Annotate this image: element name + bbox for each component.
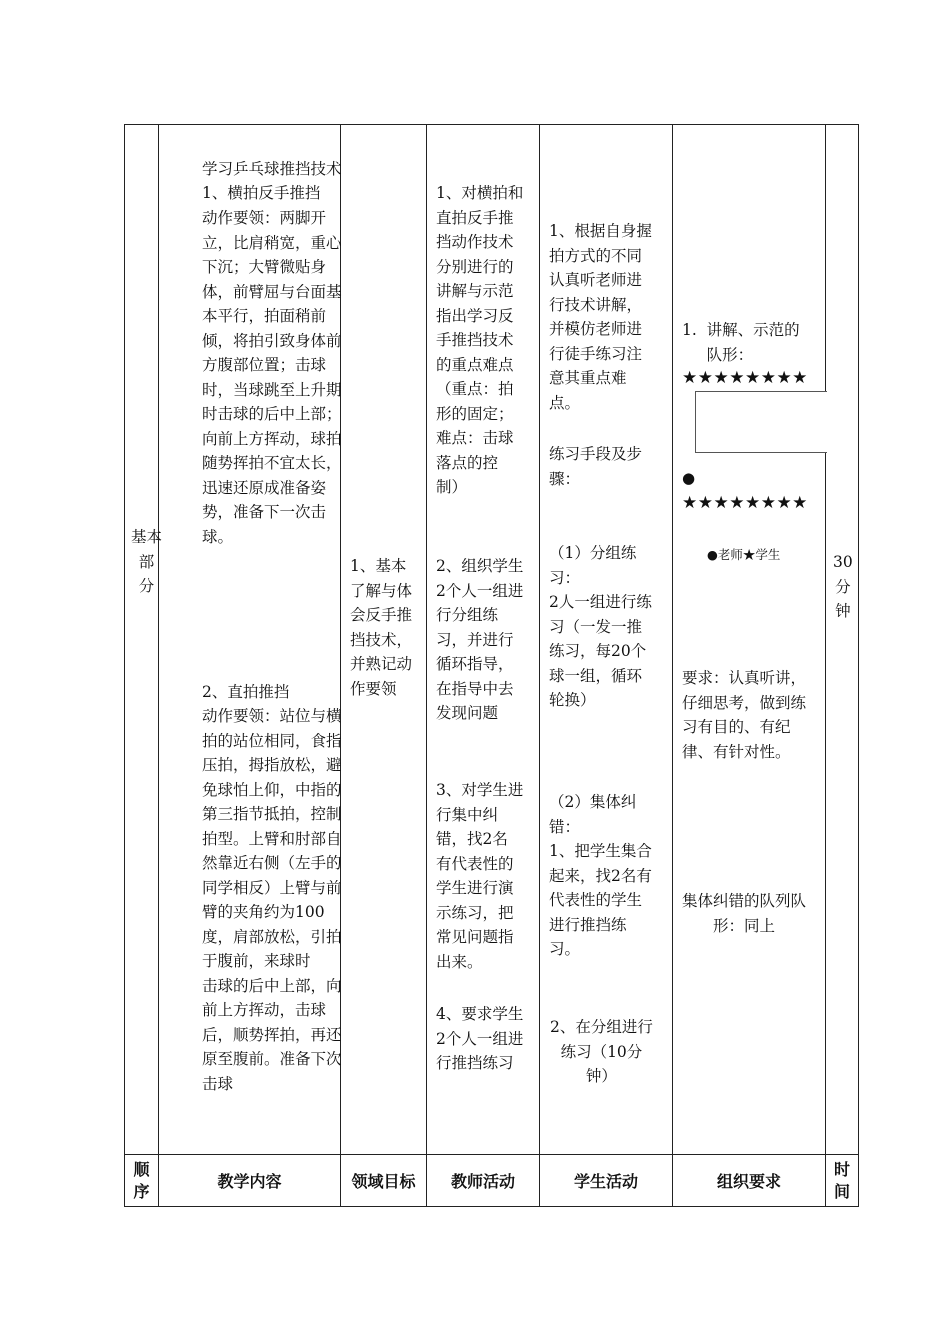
section-label: 基本 部 分 (131, 528, 163, 595)
organization-cell (673, 125, 826, 1155)
content-title: 学习乒乓球推挡技术 (202, 160, 342, 178)
lesson-plan-table (124, 124, 859, 1207)
teacher-dot: ● (682, 469, 696, 487)
student-cell (540, 125, 673, 1155)
organization-requirement: 要求：认真听讲， 仔细思考，做到练 习有目的、有纪 律、有针对性。 (682, 669, 807, 761)
header-content: 教学内容 (159, 1155, 341, 1207)
section-cell (125, 125, 163, 1155)
time-cell (826, 125, 859, 1155)
header-goal: 领域目标 (341, 1155, 427, 1207)
formation-legend: ●老师★学生 (707, 547, 781, 562)
teacher-step1: 1、对横拍和 直拍反手推 挡动作技术 分别进行的 讲解与示范 指出学习反 手推挡技术 的重点难点 （重点：拍 形的固定； 难点：击球 落点的控 制） (436, 184, 524, 496)
student-intro: 1、根据自身握 拍方式的不同 认真听老师进 行技术讲解， 并模仿老师进 行徒手练习注 意其重点难 点。 (549, 222, 652, 412)
content-item2-heading: 2、直拍推挡 (202, 683, 290, 701)
teacher-step3: 3、对学生进 行集中纠 错，找2名 有代表性的 学生进行演 示练习，把 常见问题指 出来。 (436, 781, 524, 971)
student-group-practice: （1）分组练 习： 2人一组进行练 习（一发一推 练习，每20个 球一组，循环 轮换） (549, 544, 652, 709)
student-final: 2、在分组进行 练习（10分 钟） (550, 1018, 653, 1085)
formation-title: 1. 讲解、示范的 队形： (682, 321, 800, 364)
header-teacher: 教师活动 (427, 1155, 540, 1207)
teacher-cell (427, 125, 540, 1155)
table-tennis-table-shape (695, 391, 827, 453)
student-steps-title: 练习手段及步 骤： (549, 445, 643, 488)
header-time: 时 间 (826, 1155, 859, 1207)
content-item1-heading: 1、横拍反手推挡 (202, 184, 321, 202)
header-student: 学生活动 (540, 1155, 673, 1207)
time-value: 30 分 钟 (833, 553, 853, 620)
teacher-step2: 2、组织学生 2个人一组进 行分组练 习，并进行 循环指导， 在指导中去 发现问题 (436, 557, 524, 722)
body-row (125, 125, 859, 1155)
correction-formation: 集体纠错的队列队 形：同上 (682, 892, 807, 935)
teacher-step4: 4、要求学生 2个人一组进 行推挡练习 (436, 1005, 524, 1072)
header-organization: 组织要求 (673, 1155, 826, 1207)
content-item2-body: 动作要领：站位与横 拍的站位相同，食指 压拍，拇指放松，避 免球怕上仰，中指的 第三指节抵拍，控制 拍型。上臂和肘部自 然靠近右侧（左手的 同学相反）上臂与前 臂的夹角约为100 度，肩部放松，引拍 于腹前，来球时 击球的后中上部，向 前上方挥动，击球 后，顺势挥拍，再还 原至腹前。准备下次 击球 (202, 707, 342, 1093)
content-item1-body: 动作要领：两脚开 立，比肩稍宽，重心 下沉；大臂微贴身 体，前臂屈与台面基 本平行，拍面稍前 倾，将拍引致身体前 方腹部位置；击球 时，当球跳至上升期 时击球的后中上部； 向前上方挥动，球拍 随势挥拍不宜太长， 迅速还原成准备姿 势，准备下一次击 球。 (202, 209, 342, 546)
goal-text: 1、基本 了解与体 会反手推 挡技术， 并熟记动 作要领 (350, 557, 413, 698)
header-row (125, 1155, 859, 1207)
student-correction: （2）集体纠 错： 1、把学生集合 起来，找2名有 代表性的学生 进行推挡练 习。 (549, 793, 652, 958)
student-stars-row-2: ★★★★★★★★ (682, 493, 808, 513)
goal-cell (341, 125, 427, 1155)
student-stars-row-1: ★★★★★★★★ (682, 368, 808, 388)
content-cell (159, 125, 341, 1155)
header-order: 顺 序 (125, 1155, 159, 1207)
